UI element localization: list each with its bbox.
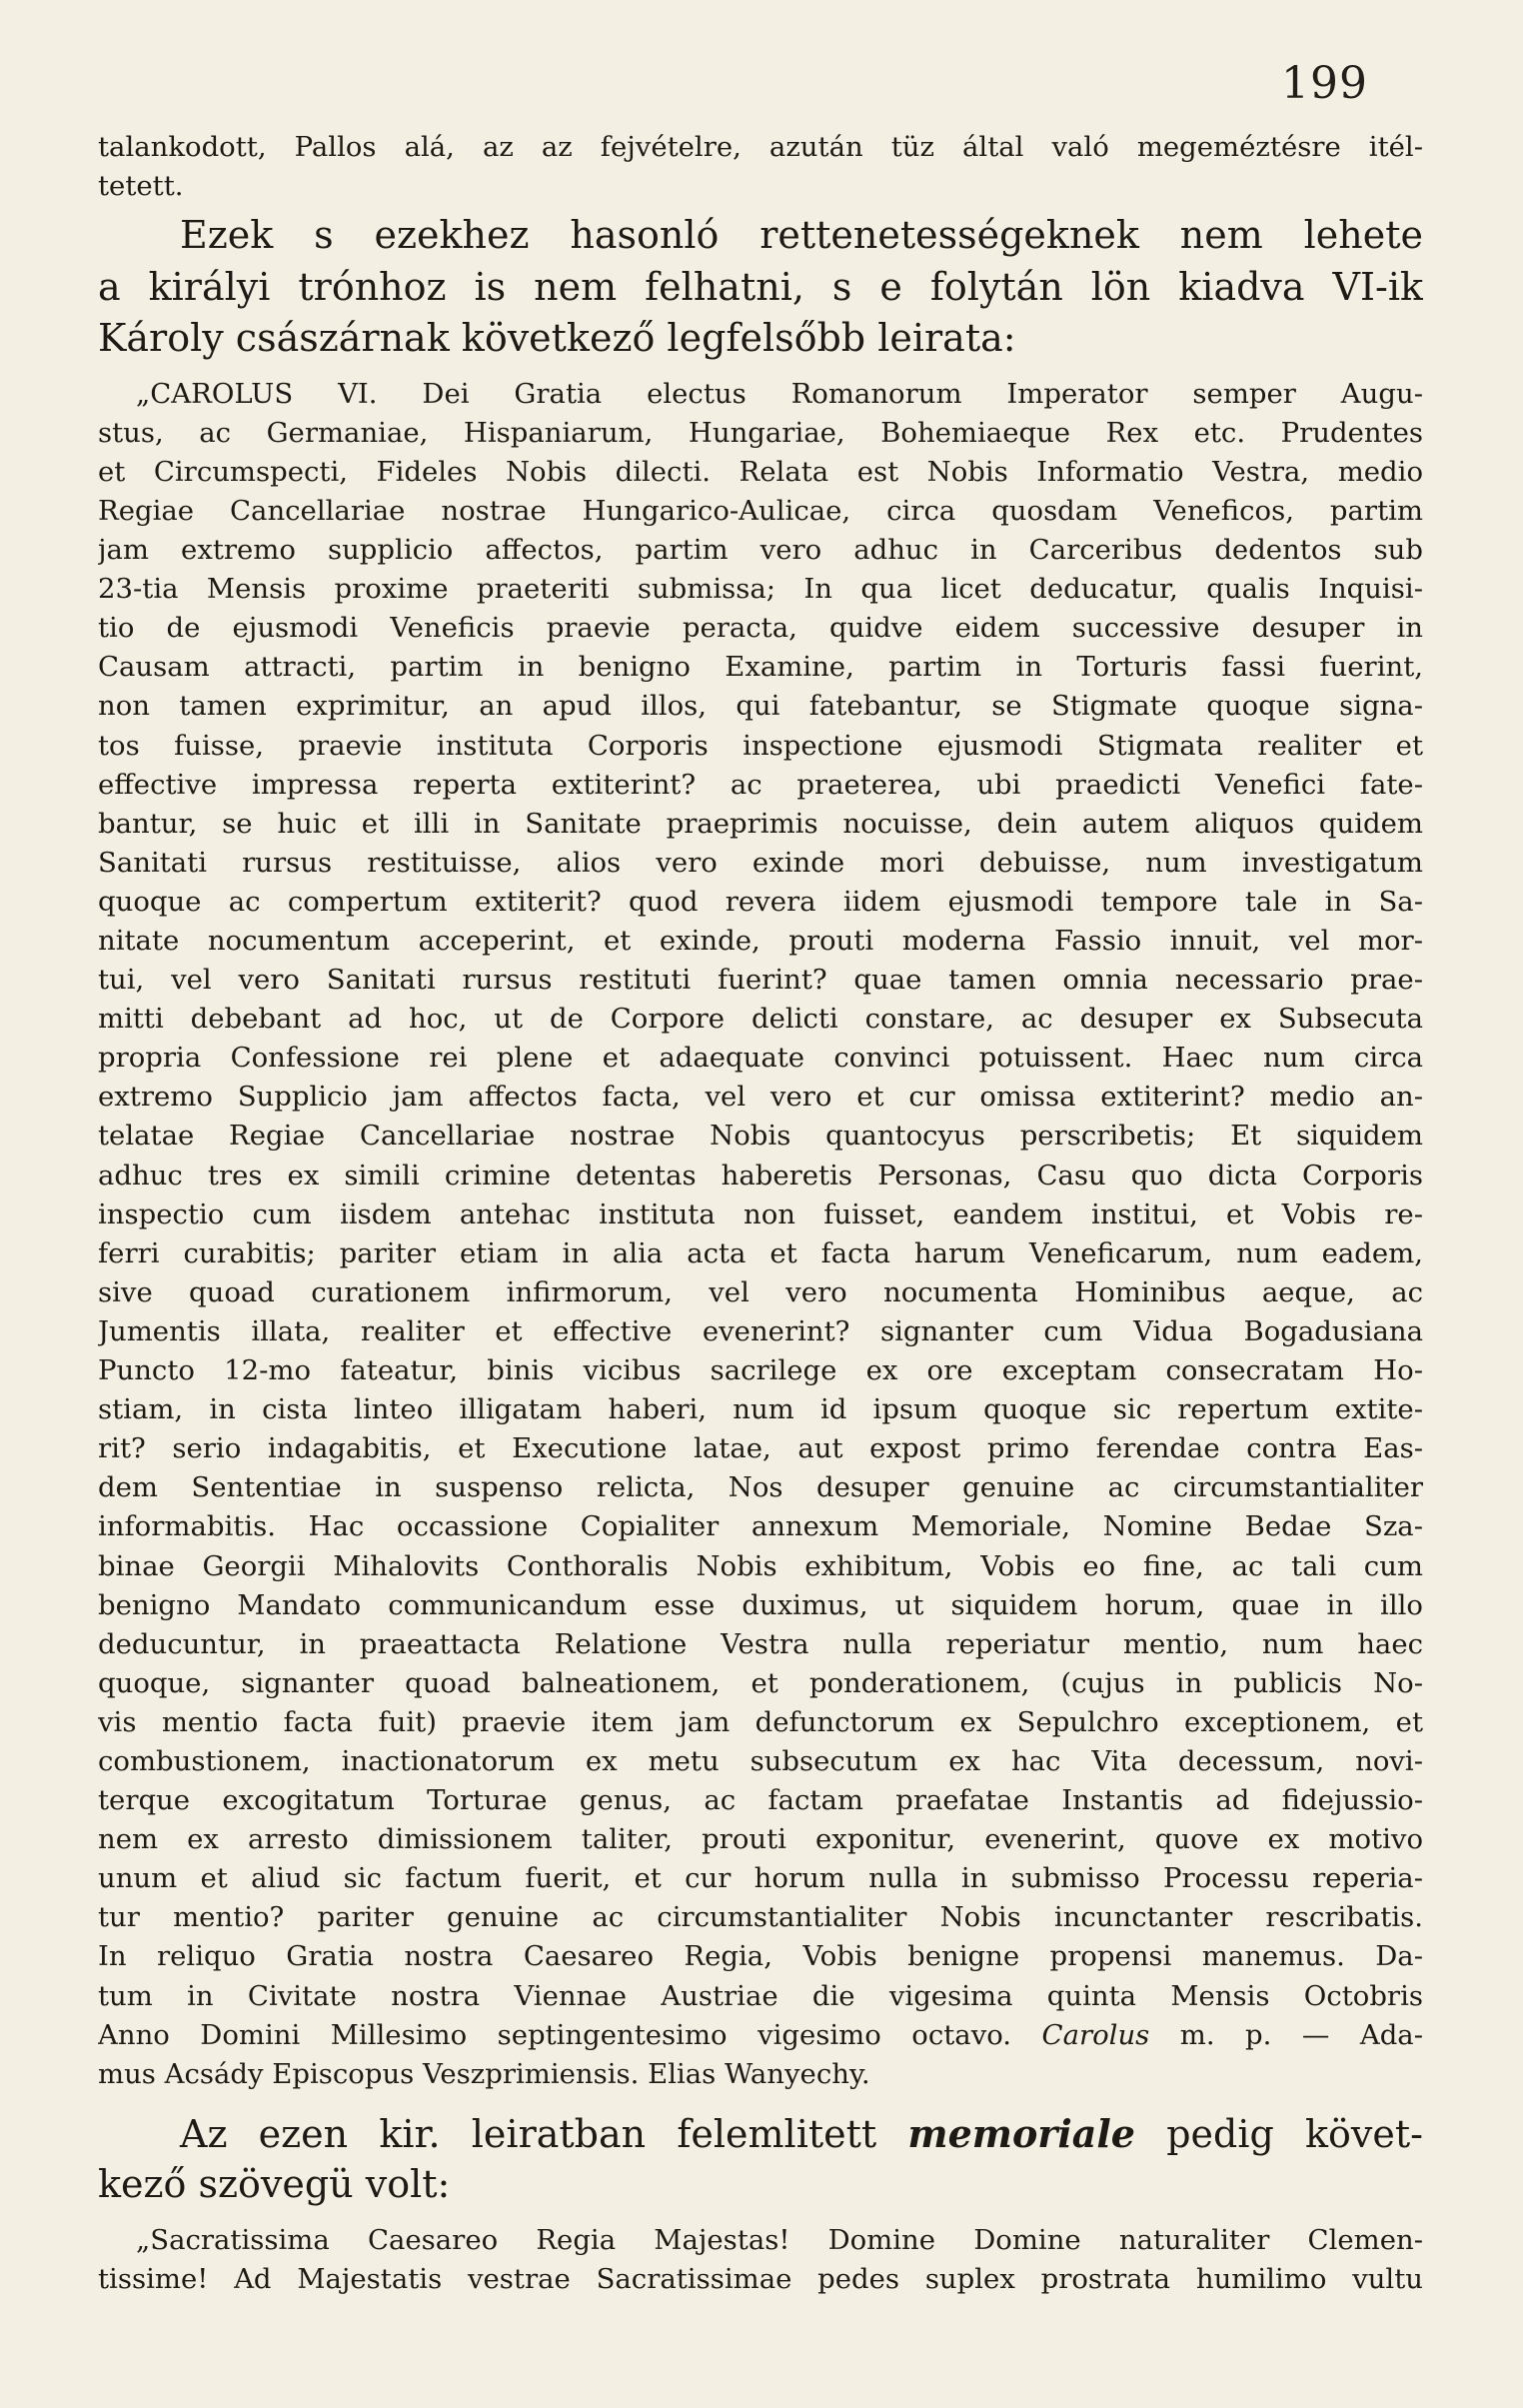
text-line: adhuc tres ex simili crimine detentas haberetis Personas, Casu quo dicta Corporis	[98, 1159, 1423, 1192]
text-line: stiam, in cista linteo illigatam haberi, num id ipsum quoque sic repertum extite-	[98, 1393, 1423, 1426]
text-line: jam extremo supplicio affectos, partim vero adhuc in Carceribus dedentos sub	[98, 534, 1423, 567]
text-line: Puncto 12-mo fateatur, binis vicibus sacrilege ex ore exceptam consecratam Ho-	[98, 1354, 1423, 1387]
signature-continuation: m. p. — Ada-	[1149, 2018, 1423, 2051]
text-line: effective impressa reperta extiterint? ac praeterea, ubi praedicti Venefici fate-	[98, 768, 1423, 801]
text-line: benigno Mandato communicandum esse duximus, ut siquidem horum, quae in illo	[98, 1588, 1423, 1621]
text-line: Causam attracti, partim in benigno Examine, partim in Torturis fassi fuerint,	[98, 651, 1423, 684]
date-text: Anno Domini Millesimo septingentesimo vigesimo octavo.	[98, 2018, 1012, 2051]
text-line: binae Georgii Mihalovits Conthoralis Nobis exhibitum, Vobis eo fine, ac tali cum	[98, 1549, 1423, 1582]
text-line: sive quoad curationem infirmorum, vel vero nocumenta Hominibus aeque, ac	[98, 1275, 1423, 1308]
text-line: informabitis. Hac occassione Copialiter annexum Memoriale, Nomine Bedae Sza-	[98, 1510, 1423, 1543]
text-line: Regiae Cancellariae nostrae Hungarico-Aulicae, circa quosdam Veneficos, partim	[98, 494, 1423, 527]
latin-letter	[98, 375, 1423, 2094]
text-line: vis mentio facta fuit) praevie item jam defunctorum ex Sepulchro exceptionem, et	[98, 1705, 1423, 1738]
text-line: „Sacratissima Caesareo Regia Majestas! Domine Domine naturaliter Clemen-	[136, 2223, 1423, 2256]
text-line: quoque ac compertum extiterit? quod revera iidem ejusmodi tempore tale in Sa-	[98, 885, 1423, 918]
text-column	[98, 128, 1423, 2299]
text-line: tissime! Ad Majestatis vestrae Sacratissimae pedes suplex prostrata humilimo vultu	[98, 2262, 1423, 2295]
text-line: propria Confessione rei plene et adaequate convinci potuissent. Haec num circa	[98, 1042, 1423, 1075]
text-line: „CAROLUS VI. Dei Gratia electus Romanorum Imperator semper Augu-	[136, 377, 1423, 410]
text-line: extremo Supplicio jam affectos facta, vel vero et cur omissa extiterint? medio an-	[98, 1081, 1423, 1114]
hungarian-paragraph-1	[98, 210, 1423, 365]
text-line: talankodott, Pallos alá, az az fejvételre, azután tüz által való megeméztésre itél-	[98, 131, 1423, 163]
text-line: ferri curabitis; pariter etiam in alia acta et facta harum Veneficarum, num eadem,	[98, 1236, 1423, 1269]
text-line: Ezek s ezekhez hasonló rettenetességeknek nem lehete	[180, 213, 1423, 258]
text-line: tum in Civitate nostra Viennae Austriae die vigesima quinta Mensis Octobris	[98, 1979, 1423, 2012]
text-line: stus, ac Germaniae, Hispaniarum, Hungariae, Bohemiaeque Rex etc. Prudentes	[98, 416, 1423, 449]
text-line: tetett.	[98, 170, 184, 203]
text-line: Sanitati rursus restituisse, alios vero exinde mori debuisse, num investigatum	[98, 846, 1423, 879]
text-line: tur mentio? pariter genuine ac circumstantialiter Nobis incunctanter rescribatis.	[98, 1901, 1423, 1934]
text-line: kező szövegü volt:	[98, 2162, 451, 2207]
text-line: rit? serio indagabitis, et Executione latae, aut expost primo ferendae contra Eas-	[98, 1432, 1423, 1465]
text-line: deducuntur, in praeattacta Relatione Vestra nulla reperiatur mentio, num haec	[98, 1627, 1423, 1660]
text-line: bantur, se huic et illi in Sanitate praeprimis nocuisse, dein autem aliquos quidem	[98, 807, 1423, 840]
text-line: nem ex arresto dimissionem taliter, prouti exponitur, evenerint, quove ex motivo	[98, 1823, 1423, 1856]
text-line	[98, 2108, 1423, 2160]
text-line: a királyi trónhoz is nem felhatni, s e folytán lön kiadva VI-ik	[98, 264, 1423, 309]
text-line: quoque, signanter quoad balneationem, et ponderationem, (cujus in publicis No-	[98, 1666, 1423, 1699]
hungarian-paragraph-2	[98, 2108, 1423, 2211]
text-line: combustionem, inactionatorum ex metu subsecutum ex hac Vita decessum, novi-	[98, 1744, 1423, 1777]
text-line: dem Sententiae in suspenso relicta, Nos desuper genuine ac circumstantialiter	[98, 1471, 1423, 1504]
text-line: tio de ejusmodi Veneficis praevie peracta, quidve eidem successive desuper in	[98, 612, 1423, 645]
text-segment: pedig követ-	[1135, 2111, 1423, 2156]
text-line: tui, vel vero Sanitati rursus restituti fuerint? quae tamen omnia necessario prae-	[98, 964, 1423, 997]
memoriale-opening	[98, 2221, 1423, 2299]
page-number: 199	[1281, 58, 1368, 109]
signature-line	[98, 2016, 1423, 2055]
text-segment: Az ezen kir. leiratban felemlitett	[180, 2111, 908, 2156]
intro-paragraph	[98, 128, 1423, 206]
signatory-name: Carolus	[1041, 2018, 1150, 2051]
text-line: Károly császárnak következő legfelsőbb leirata:	[98, 316, 1016, 361]
text-line: unum et aliud sic factum fuerit, et cur horum nulla in submisso Processu reperia-	[98, 1862, 1423, 1895]
text-line: tos fuisse, praevie instituta Corporis inspectione ejusmodi Stigmata realiter et	[98, 729, 1423, 762]
text-line: terque excogitatum Torturae genus, ac factam praefatae Instantis ad fidejussio-	[98, 1784, 1423, 1817]
text-line: non tamen exprimitur, an apud illos, qui fatebantur, se Stigmate quoque signa-	[98, 690, 1423, 723]
text-line: mus Acsády Episcopus Veszprimiensis. Elias Wanyechy.	[98, 2057, 870, 2090]
text-line: mitti debebant ad hoc, ut de Corpore delicti constare, ac desuper ex Subsecuta	[98, 1003, 1423, 1036]
text-line: In reliquo Gratia nostra Caesareo Regia, Vobis benigne propensi manemus. Da-	[98, 1940, 1423, 1973]
text-line: nitate nocumentum acceperint, et exinde, prouti moderna Fassio innuit, vel mor-	[98, 925, 1423, 957]
text-line: inspectio cum iisdem antehac instituta non fuisset, eandem institui, et Vobis re-	[98, 1198, 1423, 1230]
text-line: telatae Regiae Cancellariae nostrae Nobis quantocyus perscribetis; Et siquidem	[98, 1120, 1423, 1153]
emphasized-word: memoriale	[907, 2110, 1135, 2156]
text-line: Jumentis illata, realiter et effective evenerint? signanter cum Vidua Bogadusiana	[98, 1314, 1423, 1347]
text-line: et Circumspecti, Fideles Nobis dilecti. Relata est Nobis Informatio Vestra, medio	[98, 455, 1423, 488]
text-line: 23-tia Mensis proxime praeteriti submissa; In qua licet deducatur, qualis Inquisi-	[98, 573, 1423, 606]
